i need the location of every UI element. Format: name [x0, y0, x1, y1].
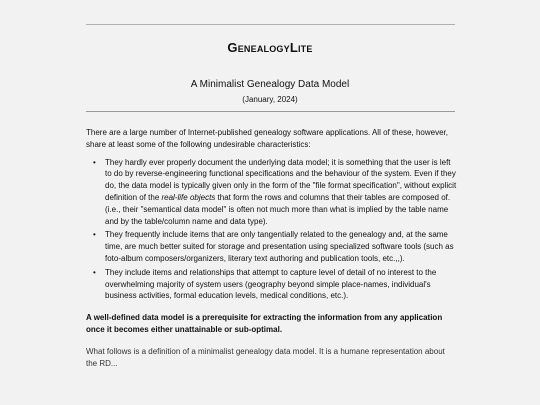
list-item-text: They frequently include items that are only tangentially related to the genealogy and, at the same time, are much better suited for storage and presentation using specialized software tools (such as foto-album composers/organizers, literary text authoring and publication tools, etc.,,).: [105, 230, 454, 263]
list-item: [93, 267, 458, 302]
list-item-text: that form the rows and columns that their tables are composed of. (i.e., their "semantical data model" is often not much more than what is implied by the table name and by the table/column name and data type).: [105, 192, 451, 226]
main-content: [86, 127, 458, 369]
cutoff-paragraph: What follows is a definition of a minimalist genealogy data model. It is a humane representation about the RD...: [86, 346, 445, 368]
top-divider: [86, 24, 455, 25]
characteristics-list: [86, 157, 458, 303]
bullet-icon: •: [93, 230, 96, 240]
bullet-icon: •: [93, 267, 96, 277]
page-subtitle: A Minimalist Genealogy Data Model: [190, 79, 350, 90]
list-item-text: They hardly ever properly document the underlying data model; it is something that the user is left to do by reverse-engineering functional specifications and the behaviour of the system. Even if they do, the data model is typically given only in the form of the "file format specification", without explicit definition of the: [105, 157, 457, 202]
intro-paragraph: There are a large number of Internet-published genealogy software applications. All of these, however, share at least some of the following undesirable characteristics:: [86, 128, 448, 149]
emphasis-paragraph: A well-defined data model is a prerequisite for extracting the information from any application once it becomes either unattainable or sub-optimal.: [86, 313, 443, 334]
list-item-text: They include items and relationships that attempt to capture level of detail of no interest to the overwhelming majority of system users (geography beyond simple place-names, individual's business activities, formal education levels, medical conditions, etc.).: [105, 267, 437, 301]
bullet-icon: •: [93, 157, 96, 167]
page-title: GenealogyLite: [227, 40, 313, 55]
list-item-emphasis: real-life objects: [161, 192, 216, 202]
page-date: (January, 2024): [242, 95, 298, 104]
list-item: [93, 157, 458, 228]
header-divider: [86, 111, 455, 112]
list-item: [93, 229, 458, 264]
